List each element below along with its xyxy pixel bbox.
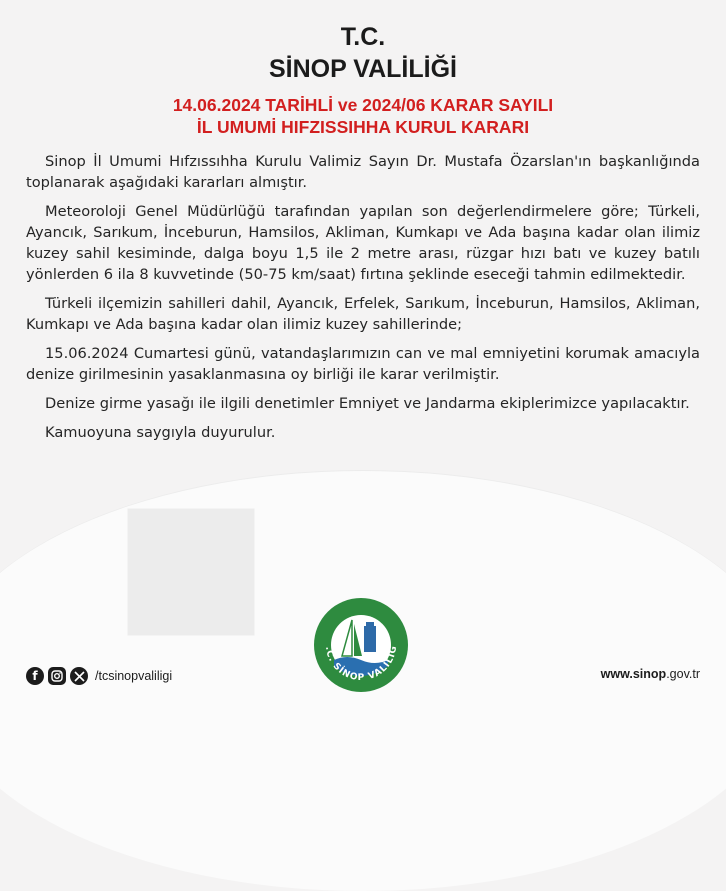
website-domain: www.sinop — [600, 667, 667, 681]
decision-body — [26, 151, 700, 451]
governorship-logo — [312, 596, 410, 694]
website-link[interactable] — [601, 667, 700, 681]
facebook-icon[interactable]: f — [26, 667, 44, 685]
social-links — [26, 665, 172, 687]
logo-ring-text: .C. SİNOP VALİLİĞ — [323, 644, 400, 684]
paragraph-6: Kamuoyuna saygıyla duyurulur. — [45, 424, 276, 441]
decision-subtitle-date: 14.06.2024 TARİHLİ ve 2024/06 KARAR SAYILI — [172, 95, 554, 115]
header-governorship: SİNOP VALİLİĞİ — [269, 55, 457, 83]
document-header — [0, 22, 726, 138]
paragraph-3: Türkeli ilçemizin sahilleri dahil, Ayancık, Erfelek, Sarıkum, İnceburun, Hamsilos, Akliman, Kumkapı ve Ada başına kadar olan ilimiz kuzey sahillerinde; — [26, 295, 700, 333]
paragraph-5: Denize girme yasağı ile ilgili denetimler Emniyet ve Jandarma ekiplerimizce yapılacaktır. — [45, 395, 690, 412]
social-handle[interactable]: /tcsinopvaliligi — [95, 669, 173, 683]
paragraph-1: Sinop İl Umumi Hıfzıssıhha Kurulu Valimiz Sayın Dr. Mustafa Özarslan'ın başkanlığında toplanarak aşağıdaki kararları almıştır. — [26, 153, 700, 191]
decision-subtitle-title: İL UMUMİ HIFZISSIHHA KURUL KARARI — [196, 117, 530, 137]
paragraph-4: 15.06.2024 Cumartesi günü, vatandaşlarımızın can ve mal emniyetini korumak amacıyla denize girilmesinin yasaklanmasına oy birliği ile karar verilmiştir. — [26, 345, 700, 383]
x-icon[interactable] — [70, 667, 88, 685]
instagram-icon[interactable] — [48, 667, 66, 685]
website-suffix: .gov.tr — [666, 667, 700, 681]
logo-emblem-icon — [312, 596, 410, 694]
paragraph-2: Meteoroloji Genel Müdürlüğü tarafından yapılan son değerlendirmelere göre; Türkeli, Ayancık, Sarıkum, İnceburun, Hamsilos, Akliman, Kumkapı ve Ada başına kadar olan ilimiz kuzey sahil kesiminde, dalga boyu 1,5 ile 2 metre arası, rüzgar hızı batı ve kuzey batılı yönlerden 6 ila 8 kuvvetinde (50-75 km/saat) fırtına şeklinde eseceği tahmin edilmektedir. — [26, 203, 700, 283]
header-tc: T.C. — [340, 23, 386, 51]
